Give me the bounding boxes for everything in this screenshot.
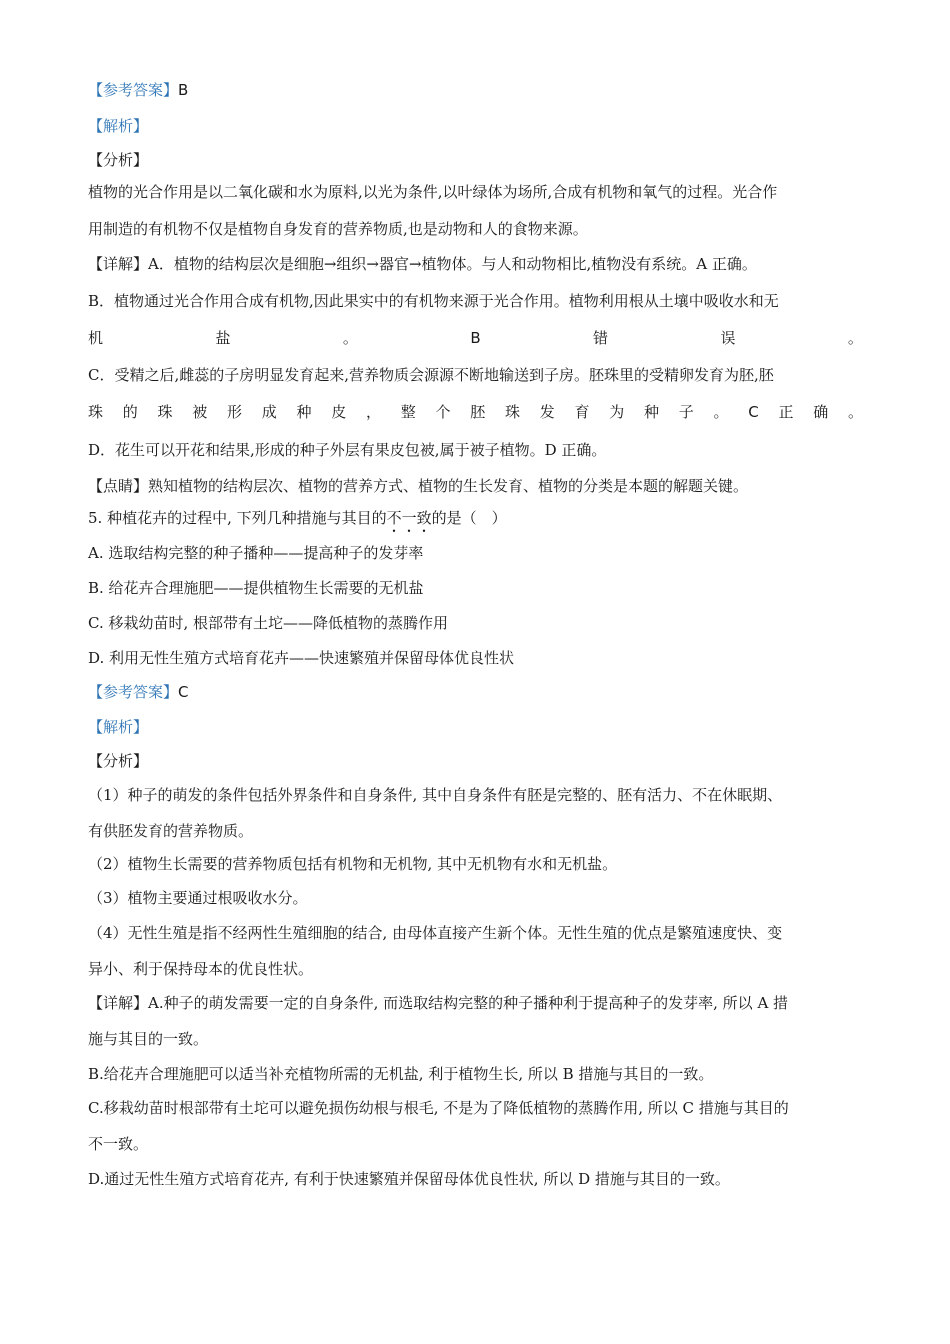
option-d: D. 利用无性生殖方式培育花卉——快速繁殖并保留母体优良性状 (88, 649, 515, 667)
detail-text-b-cont: 机 盐 。 B 错 误 。 (88, 329, 863, 347)
analysis-point-4: （4）无性生殖是指不经两性生殖细胞的结合, 由母体直接产生新个体。无性生殖的优点是繁殖速度快、变 (88, 924, 783, 942)
answer-tag: 【参考答案】 (88, 81, 179, 99)
fenxi-heading: 【分析】 (88, 752, 149, 770)
option-a: A. 选取结构完整的种子播种——提高种子的发芽率 (88, 544, 424, 562)
detail-text-c: C．受精之后,雌蕊的子房明显发育起来,营养物质会源源不断地输送到子房。胚珠里的受精卵发育为胚,胚 (88, 366, 774, 384)
answer-value: B (178, 81, 189, 99)
q5-answer-row (88, 682, 189, 702)
option-c: C. 移栽幼苗时, 根部带有土坨——降低植物的蒸腾作用 (88, 614, 449, 632)
fenxi-heading: 【分析】 (88, 151, 149, 169)
analysis-text: 植物的光合作用是以二氧化碳和水为原料,以光为条件,以叶绿体为场所,合成有机物和氧气的过程。光合作 (88, 183, 778, 201)
analysis-point-2: （2）植物生长需要的营养物质包括有机物和无机物, 其中无机物有水和无机盐。 (88, 855, 618, 873)
emphasis-text: 不一致 (386, 509, 432, 527)
analysis-point-1: （1）种子的萌发的条件包括外界条件和自身条件, 其中自身条件有胚是完整的、胚有活力、不在休眠期、 (88, 786, 783, 804)
detail-b: B.给花卉合理施肥可以适当补充植物所需的无机盐, 利于植物生长, 所以 B 措施与其目的一致。 (88, 1065, 714, 1083)
jiexi-heading: 【解析】 (88, 117, 149, 135)
detail-text-d: D．花生可以开花和结果,形成的种子外层有果皮包被,属于被子植物。D 正确。 (88, 441, 607, 459)
detail-text-b: B．植物通过光合作用合成有机物,因此果实中的有机物来源于光合作用。植物利用根从土壤中吸收水和无 (88, 292, 779, 310)
detail-text-a: 【详解】A．植物的结构层次是细胞→组织→器官→植物体。与人和动物相比,植物没有系统。A 正确。 (88, 255, 757, 273)
detail-a: 【详解】A.种子的萌发需要一定的自身条件, 而选取结构完整的种子播种利于提高种子的发芽率, 所以 A 措 (88, 994, 789, 1012)
detail-c: C.移栽幼苗时根部带有土坨可以避免损伤幼根与根毛, 不是为了降低植物的蒸腾作用, 所以 C 措施与其目的 (88, 1099, 789, 1117)
q4-answer-row (88, 80, 188, 100)
jiexi-heading: 【解析】 (88, 718, 149, 736)
detail-d: D.通过无性生殖方式培育花卉, 有利于快速繁殖并保留母体优良性状, 所以 D 措施与其目的一致。 (88, 1170, 730, 1188)
dianjing-text: 【点睛】熟知植物的结构层次、植物的营养方式、植物的生长发育、植物的分类是本题的解题关键。 (88, 477, 749, 495)
detail-c-cont: 不一致。 (88, 1135, 149, 1153)
detail-a-cont: 施与其目的一致。 (88, 1030, 209, 1048)
detail-text-c-cont: 珠 的 珠 被 形 成 种 皮 ， 整 个 胚 珠 发 育 为 种 子 。 C 正 确 。 (88, 403, 863, 421)
analysis-point-1-cont: 有供胚发育的营养物质。 (88, 822, 254, 840)
answer-value: C (178, 683, 189, 701)
answer-tag: 【参考答案】 (88, 683, 179, 701)
analysis-text: 用制造的有机物不仅是植物自身发育的营养物质,也是动物和人的食物来源。 (88, 220, 588, 238)
analysis-point-4-cont: 异小、利于保持母本的优良性状。 (88, 960, 314, 978)
question-5-stem: 5. 种植花卉的过程中, 下列几种措施与其目的不一致的是（ ） (88, 509, 507, 527)
option-b: B. 给花卉合理施肥——提供植物生长需要的无机盐 (88, 579, 424, 597)
analysis-point-3: （3）植物主要通过根吸收水分。 (88, 889, 308, 907)
